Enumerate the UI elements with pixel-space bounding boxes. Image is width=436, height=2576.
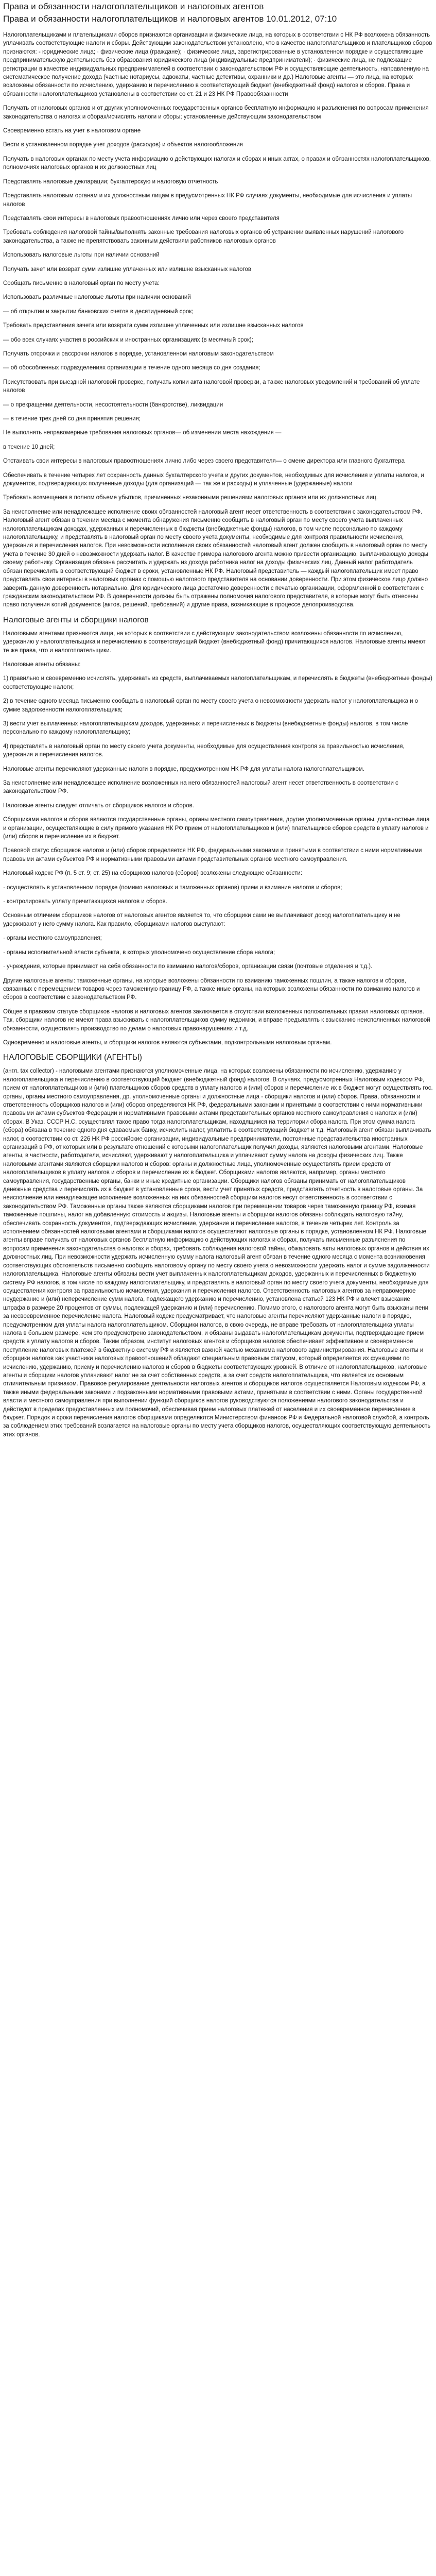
paragraph: Налоговые агенты перечисляют удержанные налоги в порядке, предусмотренном НК РФ для уплаты налога налогоплательщиком. [3,766,364,772]
paragraph: Получать от налоговых органов и от других уполномоченных государственных органов бесплатную информацию и разъяснения по вопросам применения законодательства о налогах и сборах/исчислять налоги и сборы; установленные действующим законодательством [3,105,429,120]
paragraph: (англ. tax collector) - налоговыми агентами признаются уполномоченные лица, на которых возложены обязанности по исчислению, удержанию у налогоплательщика и перечислению в соответствующий бюджет (внебюджетный фонд) налогов. В случаях, предусмотренных Налоговым кодексом РФ, прием от налогоплательщиков и (или) плательщиков сборов средств в уплату налогов и (или) сборов и перечисление их в бюджет могут осуществлять гос. органы, органы местного самоуправления, др. уполномоченные органы и должностные лица - сборщики налогов и (или) сборов. Права, обязанности и ответственность сборщиков налогов и (или) сборов определяются НК РФ, федеральными законами и принятыми в соответствии с ними нормативными правовыми актами субъектов Федерации и нормативными правовыми актами представительных органов местного самоуправления о налогах и (или) сборах. В Указ. СССР Н.С. осуществлял такое право тогда налогоплательщикам, находящимся на территории сбора налога. При этом сумма налога (сбора) обязана в течение одного дня сдаваемых банку, исчислить налог, уплатить в соответствующий бюджет и т.д. Налоговый агент обязан выплачивать налог, в соответствии со ст. 226 НК РФ российские организации, индивидуальные предприниматели, постоянные представительства иностранных организаций в РФ, от которых или в результате отношений с которыми налогоплательщик получил доходы, являются налоговыми агентами. Налоговые агенты, в частности, работодатели, исчисляют, удерживают у налогоплательщика и уплачивают сумму налога на доходы физических лиц. Также налоговыми агентами являются сборщики налогов и сборов: органы и должностные лица, уполномоченные осуществлять прием средств от налогоплательщиков в уплату налогов и сборов и перечисление их в бюджет. Сборщиками налогов являются, например, органы местного самоуправления, государственные органы, банки и иные кредитные организации. Сборщики налогов обязаны принимать от налогоплательщиков денежные средства и перечислять их в бюджет в установленные сроки, вести учет принятых средств, представлять отчетность в налоговые органы. За неисполнение или ненадлежащее исполнение возложенных на них обязанностей сборщики налогов несут ответственность в соответствии с законодательством РФ. Таможенные органы также являются сборщиками налогов при перемещении товаров через таможенную границу РФ, взимая таможенные пошлины, налог на добавленную стоимость и акцизы. Налоговые агенты и сборщики налогов обязаны соблюдать налоговую тайну, обеспечивать сохранность документов, подтверждающих исчисление, удержание и перечисление налогов, в течение четырех лет. Контроль за исполнением обязанностей налоговыми агентами и сборщиками налогов осуществляют налоговые органы в порядке, установленном НК РФ. Налоговые агенты вправе получать от налоговых органов бесплатную информацию о действующих налогах и сборах, получать письменные разъяснения по вопросам применения законодательства о налогах и сборах, требовать соблюдения налоговой тайны, обжаловать акты налоговых органов и действия их должностных лиц. При невозможности удержать исчисленную сумму налога налоговый агент обязан в течение одного месяца с момента возникновения соответствующих обстоятельств письменно сообщить налоговому органу по месту своего учета о невозможности удержать налог и сумме задолженности налогоплательщика. Налоговые агенты обязаны вести учет выплаченных налогоплательщикам доходов, удержанных и перечисленных в бюджетную систему РФ налогов, в том числе по каждому налогоплательщику, и представлять в налоговый орган по месту своего учета документы, необходимые для осуществления контроля за правильностью исчисления, удержания и перечисления налогов. Ответственность налоговых агентов за неправомерное неудержание и (или) неперечисление сумм налога, подлежащего удержанию и перечислению, установлена статьей 123 НК РФ и влечет взыскание штрафа в размере 20 процентов от суммы, подлежащей удержанию и (или) перечислению. Помимо этого, с налогового агента могут быть взысканы пени за несвоевременное перечисление налога. Налоговый кодекс предусматривает, что налоговые агенты перечисляют удержанные налоги в порядке, предусмотренном для уплаты налога налогоплательщиком. Сборщики налогов, в свою очередь, не вправе требовать от налогоплательщика уплаты налога в большем размере, чем это предусмотрено законодательством, и обязаны выдавать налогоплательщикам документы, подтверждающие прием средств в уплату налогов и сборов. Таким образом, институт налоговых агентов и сборщиков налогов обеспечивает эффективное и своевременное поступление налоговых платежей в бюджетную систему РФ и является важной частью механизма налогового администрирования. Налоговые агенты и сборщики налогов как участники налоговых правоотношений обладают специальным правовым статусом, который определяется их функциями по исчислению, удержанию, приему и перечислению налогов и сборов в бюджеты соответствующих уровней. В отличие от налогоплательщиков, налоговые агенты и сборщики налогов уплачивают налог не за счет собственных средств, а за счет средств налогоплательщика, что является их основным отличительным признаком. Правовое регулирование деятельности налоговых агентов и сборщиков налогов осуществляется Налоговым кодексом РФ, а также иными федеральными законами и подзаконными нормативными правовыми актами, принятыми в соответствии с ними. Органы государственной власти и местного самоуправления при выполнении функций сборщиков налогов руководствуются положениями налогового законодательства и действуют в пределах предоставленных им полномочий, обеспечивая прием налоговых платежей от населения и их своевременное перечисление в бюджет. Порядок и сроки перечисления налогов сборщиками определяются Министерством финансов РФ и Федеральной налоговой службой, а контроль за соблюдением этих требований возлагается на налоговые органы по месту учета сборщиков налогов, осуществляющих соответствующую деятельность этих органов. [3,1068,433,1438]
paragraph: — об обособленных подразделениях организации в течение одного месяца со дня создания; [3,365,260,371]
paragraph: Налоговый кодекс РФ (п. 5 ст. 9; ст. 25) на сборщиков налогов (сборов) возложены следующие обязанности: [3,870,303,877]
paragraph: Обеспечивать в течение четырех лет сохранность данных бухгалтерского учета и других документов, необходимых для исчисления и уплаты налогов, и документов, подтверждающих полученные доходы (для организаций — так же и расходы) и уплаченные (удержанные) налоги [3,472,424,487]
paragraph: Налоговые агенты следует отличать от сборщиков налогов и сборов. [3,802,194,809]
paragraph: · учреждения, которые принимают на себя обязанности по взиманию налогов/сборов, организации связи (почтовые отделения и т.д.). [3,963,373,970]
paragraph: За неисполнение или ненадлежащее исполнение своих обязанностей налоговый агент несет ответственность в соответствии с законодательством РФ. Налоговый агент обязан в течении месяца с момента обнаружения письменно сообщить в налоговый орган по месту своего учета выплаченных налогоплательщикам доходах, удержанных и перечисленных в бюджеты (внебюджетные фонды) налогов, в том числе персонально по каждому налогоплательщику, и представлять в налоговый орган по месту своего учета документы, необходимые для контроля правильности исчисления, удержания и перечисления налогов. При невозможности исполнения своих обязанностей налоговый агент должен сообщить в налоговый орган по месту учета в течение 30 дней о невозможности удержать налог. В качестве примера налогового агента можно привести организацию, выплачивающую доходы своему работнику. Организация обязана рассчитать и удержать из дохода работника налог на доходы физических лиц. Данный налог работодатель обязан перечислить в соответствующий бюджет в сроки, установленные НК РФ. Налоговый представитель — каждый налогоплательщик имеет право представлять свои интересы в налоговых органах с помощью налогового представителя на основании доверенности. При этом физическое лицо должно заверить данную доверенность нотариально. Для юридического лица достаточно доверенности с печатью организации, оформленной в соответствии с гражданским законодательством РФ. В доверенности должны быть отражены полномочия налогового представителя, в которые могут быть отнесены право получения копий документов (актов, решений, требований) и другие права, возникающие в процессе делопроизводства. [3,509,429,608]
paragraph: 2) в течение одного месяца письменно сообщать в налоговый орган по месту своего учета о невозможности удержать налог у налогоплательщика и о сумме задолженности налогоплательщика; [3,698,418,713]
paragraph: — обо всех случаях участия в российских и иностранных организациях (в месячный срок); [3,336,253,343]
paragraph: Общее в правовом статусе сборщиков налогов и налоговых агентов заключается в отсутствии возложенных положительных правил налоговых органов. Так, сборщики налогов не имеют права взыскивать с налогоплательщиков сумму недоимки, и вправе предъявлять к взысканию неисполненных налоговой обязанности, осуществлять производство по делам о налоговых правонарушениях и т.д. [3,1008,430,1032]
paragraph: 4) представлять в налоговый орган по месту своего учета документы, необходимые для осуществления контроля за правильностью исчисления, удержания и перечисления налогов. [3,743,405,758]
paragraph: · органы местного самоуправления; [3,935,102,942]
paragraph: Требовать представления зачета или возврата сумм излишне уплаченных или излишне взысканных налогов [3,323,304,329]
paragraph: Сообщать письменно в налоговый орган по месту учета: [3,280,160,286]
paragraph: Правовой статус сборщиков налогов и (или) сборов определяется НК РФ, федеральными законами и принятыми в соответствии с ними нормативными правовыми актами субъектов РФ и нормативными правовыми актами представительных органов местного самоуправления. [3,848,422,862]
paragraph: Основным отличием сборщиков налогов от налоговых агентов является то, что сборщики сами не выплачивают доход налогоплательщику и не удерживают у него сумму налога. Как правило, сборщиками налогов выступают: [3,912,400,927]
paragraph: — в течение трех дней со дня принятия решения; [3,416,141,422]
page-subtitle: Права и обязанности налогоплательщиков и налоговых агентов 10.01.2012, 07:10 [3,14,337,24]
paragraph: · органы исполнительной власти субъекта, в которых уполномочено осуществление сбора налога; [3,949,275,956]
section-heading: НАЛОГОВЫЕ СБОРЩИКИ (АГЕНТЫ) [3,1053,142,1062]
paragraph: Представлять свои интересы в налоговых правоотношениях лично или через своего представителя [3,215,280,222]
paragraph: Одновременно и налоговые агенты, и сборщики налогов являются субъектами, подконтрольными налоговым органам. [3,1039,332,1046]
paragraph: Получать зачет или возврат сумм излишне уплаченных или излишне взысканных налогов [3,266,252,273]
paragraph: Требовать соблюдения налоговой тайны/выполнять законные требования налоговых органов об устранении выявленных нарушений налогового законодательства, а также не препятствовать законным действиям работников налоговых органов [3,229,404,244]
paragraph: — о прекращении деятельности, несостоятельности (банкротстве), ликвидации [3,401,223,408]
paragraph: Не выполнять неправомерные требования налоговых органов— об изменении места нахождения — [3,430,282,436]
paragraph: Представлять налоговые декларации; бухгалтерскую и налоговую отчетность [3,178,218,185]
paragraph: Использовать налоговые льготы при наличии оснований [3,252,160,259]
paragraph: Налоговыми агентами признаются лица, на которых в соответствии с действующим законодательством возложены обязанности по исчислению, удержанию у налогоплательщика и перечислению в соответствующий бюджет (внебюджетный фонд) причитающихся налогов. Налоговые агенты имеют те же права, что и налогоплательщики. [3,630,426,654]
paragraph: Получать отсрочки и рассрочки налогов в порядке, установленном налоговым законодательством [3,350,274,357]
paragraph: в течение 10 дней; [3,444,55,450]
paragraph: Присутствовать при выездной налоговой проверке, получать копии акта налоговой проверки, а также налоговых уведомлений и требований об уплате налогов [3,379,420,394]
paragraph: Другие налоговые агенты: таможенные органы, на которые возложены обязанности по взиманию таможенных пошлин, а также налогов и сборов, связанных с перемещением товаров через таможенную границу РФ, а также иные органы, на которых возложены обязанности по взиманию налогов и сборов в соответствии с законодательством РФ. [3,977,420,1001]
paragraph: Использовать различные налоговые льготы при наличии оснований [3,294,191,301]
paragraph: Отстаивать свои интересы в налоговых правоотношениях лично либо через своего представителя— о смене директора или главного бухгалтера [3,458,405,465]
paragraph: Своевременно встать на учет в налоговом органе [3,128,141,134]
document-body [3,31,433,1439]
paragraph: Вести в установленном порядке учет доходов (расходов) и объектов налогообложения [3,142,243,148]
paragraph: За неисполнение или ненадлежащее исполнение возложенных на него обязанностей налоговый агент несет ответственность в соответствии с законодательством РФ. [3,780,398,795]
paragraph: Сборщиками налогов и сборов являются государственные органы, органы местного самоуправления, другие уполномоченные органы, должностные лица и организации, осуществляющие в силу прямого указания НК РФ прием от налогоплательщиков и (или) плательщиков сборов средств в уплату налогов и (или) сборов и перечисление их в бюджет. [3,817,430,840]
paragraph: 3) вести учет выплаченных налогоплательщикам доходов, удержанных и перечисленных в бюджеты (внебюджетные фонды) налогов, в том числе персонально по каждому налогоплательщику; [3,720,408,736]
paragraph: Получать в налоговых органах по месту учета информацию о действующих налогах и сборах и иных актах, о правах и обязанностях налогоплательщиков, полномочиях налоговых органов и их должностных лиц [3,156,431,171]
paragraph: — об открытии и закрытии банковских счетов в десятидневный срок; [3,308,194,315]
paragraph: Налоговые агенты обязаны: [3,661,81,668]
section-heading: Налоговые агенты и сборщики налогов [3,615,149,624]
paragraph: Требовать возмещения в полном объеме убытков, причиненных незаконными решениями налоговых органов или их должностных лиц. [3,495,378,501]
paragraph: · контролировать уплату причитающихся налогов и сборов. [3,899,167,905]
paragraph: Представлять налоговым органам и их должностным лицам в предусмотренных НК РФ случаях документы, необходимые для исчисления и уплаты налогов [3,193,412,208]
paragraph: · осуществлять в установленном порядке (помимо налоговых и таможенных органов) прием и взимание налогов и сборов; [3,884,342,891]
paragraph: 1) правильно и своевременно исчислять, удерживать из средств, выплачиваемых налогоплательщикам, и перечислять в бюджеты (внебюджетные фонды) соответствующие налоги; [3,675,432,690]
page-title: Права и обязанности налогоплательщиков и налоговых агентов [3,2,264,11]
paragraph: Налогоплательщиками и плательщиками сборов признаются организации и физические лица, на которых в соответствии с НК РФ возложена обязанность уплачивать соответствующие налоги и сборы. Действующим законодательством установлено, что в качестве налогоплательщиков и плательщиков сборов признаются: - юридические лица; · физические лица (граждане); · физические лица, зарегистрированные в установленном порядке и осуществляющие предпринимательскую деятельность без образования юридического лица (индивидуальные предприниматели); · физические лица, не подлежащие регистрации в качестве индивидуальных предпринимателей в соответствии с законодательством РФ и осуществляющие деятельность, направленную на систематическое получение дохода (частные нотариусы, адвокаты, частные детективы, охранники и др.) Налоговые агенты — это лица, на которых возложены обязанности по исчислению, удержанию и перечислению в соответствующий бюджет (внебюджетный фонд) налогов и сборов. Права и обязанности налогоплательщиков установлены в соответствии со ст. 21 и 23 НК РФ Правообязанности [3,32,432,97]
